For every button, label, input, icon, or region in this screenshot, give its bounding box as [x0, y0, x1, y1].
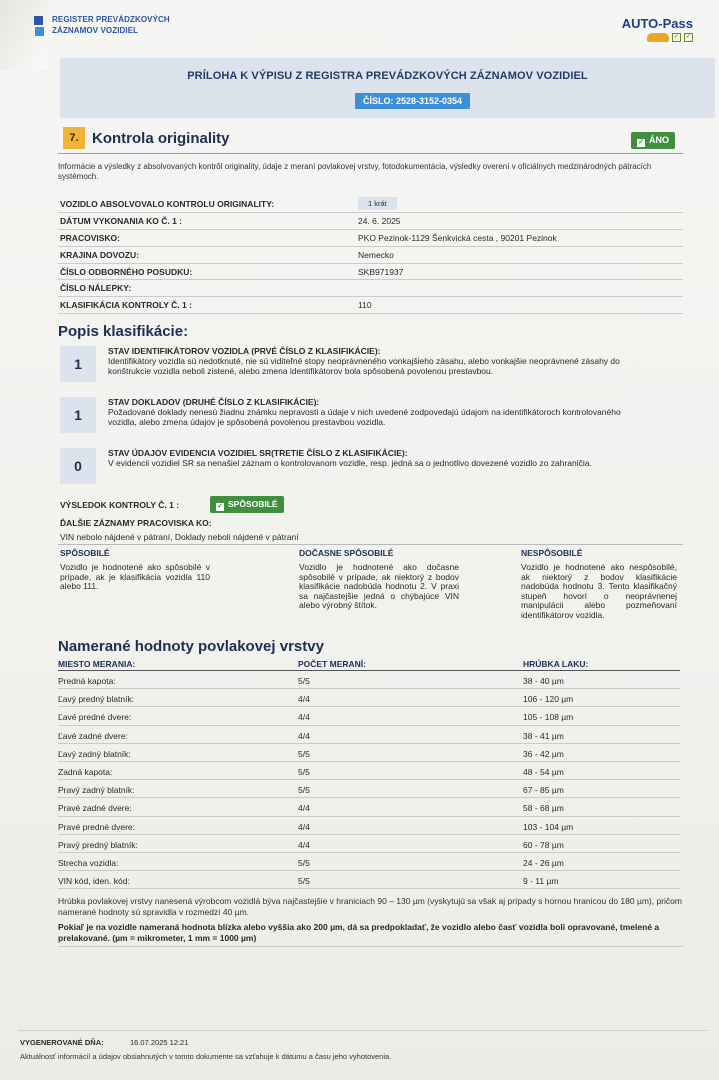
paint-thickness: 58 - 68 µm — [523, 803, 564, 814]
table-row — [58, 707, 680, 725]
legend-nesposobile — [521, 548, 677, 621]
detail-row: DÁTUM VYKONANIA KO Č. 1 : 24. 6. 2025 — [58, 213, 683, 230]
table-row — [58, 762, 680, 780]
paint-thickness: 36 - 42 µm — [523, 748, 564, 759]
section-number: 7. — [63, 127, 85, 149]
registry-logo — [34, 14, 170, 38]
detail-row: KRAJINA DOVOZU: Nemecko — [58, 247, 683, 264]
check-icon: ✓ — [638, 139, 644, 146]
measurement-location: VIN kód, iden. kód: — [58, 876, 130, 887]
measurement-count: 4/4 — [298, 712, 310, 723]
paint-thickness: 9 - 11 µm — [523, 876, 559, 887]
paint-thickness: 38 - 41 µm — [523, 730, 564, 741]
measurement-location: Ľavý zadný blatník: — [58, 748, 131, 759]
paint-thickness: 38 - 40 µm — [523, 676, 564, 686]
measurement-count: 5/5 — [298, 785, 310, 796]
legend-text: Vozidlo je hodnotené ako spôsobilé v prípade, ak je klasifikácia vozidla 110 alebo 111. — [60, 562, 210, 592]
table-row — [58, 871, 680, 889]
paint-thickness: 48 - 54 µm — [523, 766, 564, 777]
result-status-badge: ✓ SPÔSOBILÉ — [210, 496, 284, 513]
column-header: HRÚBKA LAKU: — [523, 659, 589, 669]
measurement-count: 4/4 — [298, 694, 310, 705]
generated-label: VYGENEROVANÉ DŇA: — [20, 1038, 104, 1047]
registry-logo-icon — [34, 14, 46, 38]
count-pill: 1 krát — [358, 197, 397, 210]
classification-item-title: STAV IDENTIFIKÁTOROV VOZIDLA (PRVÉ ČÍSLO Z KLASIFIKÁCIE): — [108, 346, 381, 356]
measurement-location: Pravý predný blatník: — [58, 839, 138, 850]
column-header: POČET MERANÍ: — [298, 659, 366, 669]
measurement-count: 5/5 — [298, 748, 310, 759]
legend-text: Vozidlo je hodnotené ako nespôsobilé, ak niektorý z bodov klasifikácie nadobúda hodnotu 3. Tento klasifikačný stupeň hovorí o neoprávnenej manipulácii alebo pozmeňovaní identifikátorov vozidla. — [521, 562, 677, 620]
generated-value: 16.07.2025 12:21 — [130, 1038, 189, 1047]
legend-title: NESPÔSOBILÉ — [521, 548, 583, 558]
records-divider — [58, 544, 683, 545]
registry-logo-line1: REGISTER PREVÁDZKOVÝCH — [52, 15, 170, 24]
measurement-location: Pravý zadný blatník: — [58, 785, 135, 796]
paint-thickness: 106 - 120 µm — [523, 694, 574, 705]
result-label: VÝSLEDOK KONTROLY Č. 1 : — [60, 500, 180, 510]
measurement-location: Ľavý predný blatník: — [58, 694, 135, 705]
table-row — [58, 835, 680, 853]
detail-row: ČÍSLO ODBORNÉHO POSUDKU: SKB971937 — [58, 264, 683, 281]
legend-docasne-sposobile — [299, 548, 459, 611]
table-row — [58, 780, 680, 798]
measurements-table — [58, 657, 680, 889]
check-icon: ✓ — [217, 503, 223, 510]
legend-title: DOČASNE SPÔSOBILÉ — [299, 548, 394, 558]
additional-records-label: ĎALŠIE ZÁZNAMY PRACOVISKA KO: — [60, 518, 212, 528]
measurement-location: Strecha vozidla: — [58, 857, 119, 868]
classification-digit: 1 — [60, 397, 96, 433]
measurements-heading: Namerané hodnoty povlakovej vrstvy — [58, 638, 324, 655]
disclaimer: Aktuálnosť informácií a údajov obsiahnutých v tomto dokumente sa vzťahuje k dátumu a času jeho vyhotovenia. — [20, 1052, 392, 1061]
classification-item-text: Požadované doklady nenesú žiadnu známku nepravosti a údaje v nich uvedené zodpovedajú údajom na identifikátoroch kontrolovaného vozidla, alebo zmena údajov je spôsobená povolenou prestavbou vozidla. — [108, 407, 621, 427]
section-intro: Informácie a výsledky z absolvovaných kontrôl originality, údaje z meraní povlakovej vrstvy, fotodokumentácia, výsledky overení v oficiálnych medzinárodných pátracích systémoch. — [58, 162, 652, 181]
section-divider — [58, 153, 683, 154]
classification-item-text: Identifikátory vozidla sú nedotknuté, nie sú viditeľné stopy neoprávneného vonkajšieho zásahu, alebo vonkajšie neoprávnené zásahy do konštrukcie vozidla neboli zistené, alebo zmena identifikátorov bola spôsobená povolenou prestavbou. — [108, 356, 620, 376]
car-icon — [647, 33, 669, 42]
measurement-location: Zadná kapota: — [58, 766, 113, 777]
detail-row: PRACOVISKO: PKO Pezinok-1129 Šenkvická cesta , 90201 Pezinok — [58, 230, 683, 247]
registry-logo-line2: ZÁZNAMOV VOZIDIEL — [52, 26, 139, 35]
measurement-count: 4/4 — [298, 839, 310, 850]
additional-records-value: VIN nebolo nájdené v pátraní, Doklady neboli nájdené v pátraní — [60, 532, 299, 542]
measurement-count: 4/4 — [298, 821, 310, 832]
table-row — [58, 744, 680, 762]
document-title-band — [60, 58, 715, 118]
table-row — [58, 671, 680, 689]
detail-row: VOZIDLO ABSOLVOVALO KONTROLU ORIGINALITY: 1 krát — [58, 196, 683, 213]
measurement-location: Ľavé predné dvere: — [58, 712, 132, 723]
measurement-count: 5/5 — [298, 766, 310, 777]
autopass-brand: AUTO-Pass — [621, 16, 693, 31]
paint-thickness: 24 - 26 µm — [523, 857, 564, 868]
table-row — [58, 817, 680, 835]
paint-thickness: 105 - 108 µm — [523, 712, 574, 723]
checkbox-icon: ✓ — [673, 33, 680, 40]
classification-digit: 1 — [60, 346, 96, 382]
coating-warning: Pokiaľ je na vozidle nameraná hodnota blízka alebo vyššia ako 200 µm, dá sa predpokladať, že vozidlo alebo časť vozidla boli opravované, tmelené a prelakované. (µm = mikrometer, 1 mm = 1000 µm) — [58, 922, 660, 943]
classification-item-text: V evidencii vozidiel SR sa nenašiel záznam o kontrolovanom vozidle, resp. jedná sa o jednotlivo dovezené vozidlo zo zahraničia. — [108, 458, 592, 468]
inspection-details — [58, 196, 683, 314]
classification-item-title: STAV DOKLADOV (DRUHÉ ČÍSLO Z KLASIFIKÁCIE): — [108, 397, 320, 407]
classification-item-title: STAV ÚDAJOV EVIDENCIA VOZIDIEL SR(TRETIE ČÍSLO Z KLASIFIKÁCIE): — [108, 448, 408, 458]
legend-sposobile — [60, 548, 210, 592]
detail-row: KLASIFIKÁCIA KONTROLY Č. 1 : 110 — [58, 297, 683, 314]
legend-text: Vozidlo je hodnotené ako dočasne spôsobilé v prípade, ak niektorý z bodov klasifikácie nadobúda hodnotu 2. V praxi sa najčastejšie jedná o chýbajúce VIN alebo výrobný štítok. — [299, 562, 459, 611]
column-header: MIESTO MERANIA: — [58, 659, 136, 669]
document-number-badge: ČÍSLO: 2528-3152-0354 — [355, 93, 470, 109]
table-row — [58, 689, 680, 707]
measurement-count: 5/5 — [298, 857, 310, 868]
coating-note: Hrúbka povlakovej vrstvy nanesená výrobcom vozidlá býva najčastejšie v hraniciach 90 – 130 µm (vyskytujú sa však aj prípady s hornou hranicou do 180 µm), pričom namerané hodnoty sú spravidla v rozmedzí 40 µm. — [58, 896, 682, 917]
table-row — [58, 853, 680, 871]
measurement-location: Pravé predné dvere: — [58, 821, 136, 832]
measurement-count: 5/5 — [298, 676, 310, 686]
footer-divider — [18, 1030, 708, 1031]
paint-thickness: 60 - 78 µm — [523, 839, 564, 850]
measurement-count: 4/4 — [298, 803, 310, 814]
measurement-location: Pravé zadné dvere: — [58, 803, 132, 814]
note-divider — [58, 946, 683, 947]
document-title: PRÍLOHA K VÝPISU Z REGISTRA PREVÁDZKOVÝCH ZÁZNAMOV VOZIDIEL — [187, 70, 588, 82]
table-row — [58, 726, 680, 744]
measurement-count: 5/5 — [298, 876, 310, 887]
classification-heading: Popis klasifikácie: — [58, 323, 189, 340]
legend-title: SPÔSOBILÉ — [60, 548, 110, 558]
measurement-location: Ľavé zadné dvere: — [58, 730, 128, 741]
paint-thickness: 67 - 85 µm — [523, 785, 564, 796]
checkbox-icon: ✓ — [685, 33, 692, 40]
measurement-location: Predná kapota: — [58, 676, 116, 686]
autopass-logo — [622, 16, 693, 42]
originality-status-badge: ✓ ÁNO — [631, 132, 675, 149]
paint-thickness: 103 - 104 µm — [523, 821, 574, 832]
detail-row: ČÍSLO NÁLEPKY: — [58, 280, 683, 297]
section-title: Kontrola originality — [92, 130, 230, 147]
measurement-count: 4/4 — [298, 730, 310, 741]
classification-digit: 0 — [60, 448, 96, 484]
table-row — [58, 798, 680, 816]
table-header — [58, 657, 680, 671]
